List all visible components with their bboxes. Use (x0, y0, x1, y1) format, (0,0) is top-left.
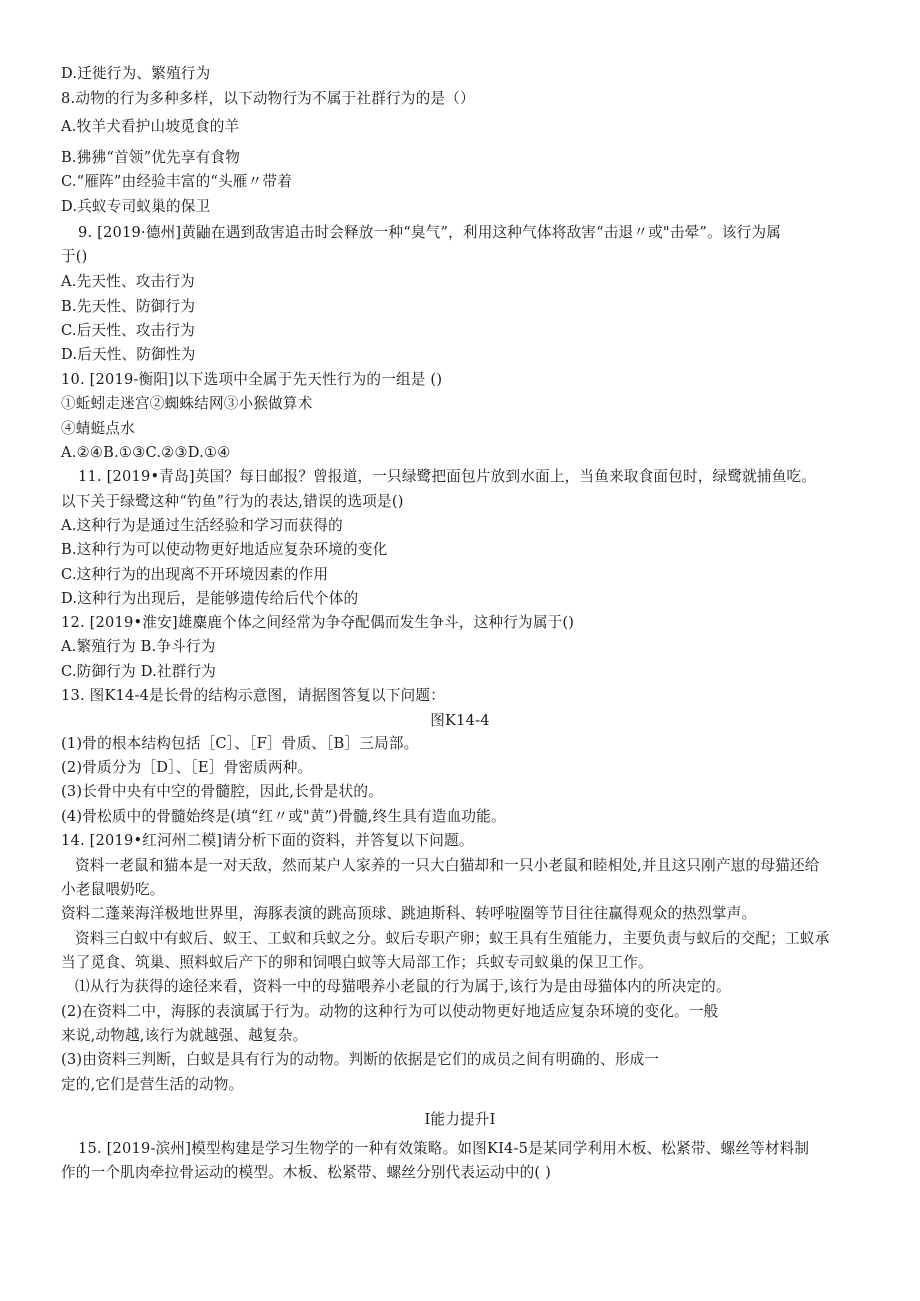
option-b: B.先天性、防御行为 (61, 298, 196, 315)
option-d: D.后天性、防御性为 (61, 346, 196, 363)
subquestion-1: ⑴从行为获得的途径来看，资料一中的母猫喂养小老鼠的行为属于,该行为是由母猫体内的所决定的。 (75, 978, 731, 995)
option-d: D.这种行为出现后，是能够遗传给后代个体的 (61, 590, 359, 607)
text-line: D.迁徙行为、繁殖行为 (61, 65, 211, 82)
option-c: C.“雁阵”由经验丰富的“头雁〃带着 (61, 173, 292, 190)
text-line: ①蚯蚓走迷宫②蜘蛛结网③小猴做算术 (61, 395, 313, 412)
text-line: 于() (61, 248, 88, 265)
text-line: 小老鼠喂奶吃。 (61, 881, 165, 898)
subquestion-3: (3)由资料三判断，白蚁是具有行为的动物。判断的依据是它们的成员之间有明确的、形成一 (61, 1051, 660, 1068)
subquestion-4: (4)骨松质中的骨髓始终是(填“红〃或"黄”)骨髓,终生具有造血功能。 (61, 808, 506, 825)
text-line: 以下关于绿鹭这种“钓鱼”行为的表达,错误的选项是() (61, 493, 404, 510)
question-14: 14. [2019•红河州二模]请分析下面的资料，并答复以下问题。 (61, 832, 474, 849)
subquestion-3: (3)长骨中央有中空的骨髓腔，因此,长骨是状的。 (61, 783, 383, 800)
text-line: ④蜻蜓点水 (61, 420, 135, 437)
material-2: 资料二蓬莱海洋极地世界里，海豚表演的跳高顶球、跳迪斯科、转呼啦圈等节目往往赢得观众的热烈掌声。 (61, 905, 757, 922)
option-a: A.先天性、攻击行为 (61, 273, 195, 290)
text-line: 作的一个肌肉牵拉骨运动的模型。木板、松紧带、螺丝分别代表运动中的( ) (61, 1164, 552, 1181)
subquestion-2: (2)在资料二中，海豚的表演属于行为。动物的这种行为可以使动物更好地适应复杂环境的变化。一般 (61, 1003, 719, 1020)
option-ab: A.繁殖行为 B.争斗行为 (61, 638, 216, 655)
option-a: A.牧羊犬看护山坡觅食的羊 (61, 118, 240, 135)
option-c: C.这种行为的出现离不开环境因素的作用 (61, 566, 329, 583)
text-line: 来说,动物越,该行为就越强、越复杂。 (61, 1027, 308, 1044)
question-13: 13. 图K14-4是长骨的结构示意图，请据图答复以下问题： (61, 687, 446, 704)
text-line: 定的,它们是营生活的动物。 (61, 1076, 244, 1093)
material-1: 资料一老鼠和猫本是一对天敌，然而某户人家养的一只大白猫却和一只小老鼠和睦相处,并且这只刚产崽的母猫还给 (75, 857, 820, 874)
section-heading: I能力提升I (424, 1111, 496, 1128)
option-d: D.兵蚁专司蚁巢的保卫 (61, 198, 211, 215)
figure-caption: 图K14-4 (430, 712, 490, 729)
answer-options: A.②④B.①③C.②③D.①④ (61, 444, 231, 461)
option-a: A.这种行为是通过生活经验和学习而获得的 (61, 517, 343, 534)
option-c: C.后天性、攻击行为 (61, 322, 196, 339)
text-line: 当了觅食、筑巢、照料蚁后产下的卵和饲喂白蚁等大局部工作；兵蚁专司蚁巢的保卫工作。 (61, 954, 653, 971)
subquestion-2: (2)骨质分为［D］、［E］骨密质两种。 (61, 759, 313, 776)
option-cd: C.防御行为 D.社群行为 (61, 663, 217, 680)
question-8: 8.动物的行为多种多样，以下动物行为不属于社群行为的是（） (61, 90, 475, 107)
question-9: 9. [2019·德州]黄鼬在遇到敌害追击时会释放一种“臭气”，利用这种气体将敌害“击退〃或"击晕”。该行为属 (78, 224, 782, 241)
option-b: B.狒狒“首领”优先享有食物 (61, 149, 241, 166)
material-3: 资料三白蚁中有蚁后、蚁王、工蚁和兵蚁之分。蚁后专职产卵；蚁王具有生殖能力，主要负责与蚁后的交配；工蚁承 (75, 930, 830, 947)
question-15: 15. [2019-滨州]模型构建是学习生物学的一种有效策略。如图KI4-5是某同学利用木板、松紧带、螺丝等材料制 (78, 1140, 810, 1157)
option-b: B.这种行为可以使动物更好地适应复杂环境的变化 (61, 541, 388, 558)
question-10: 10. [2019-衡阳]以下选项中全属于先天性行为的一组是 () (61, 371, 443, 388)
question-12: 12. [2019•淮安]雄麋鹿个体之间经常为争夺配偶而发生争斗，这种行为属于() (61, 614, 575, 631)
subquestion-1: (1)骨的根本结构包括［C］、［F］骨质、［B］三局部。 (61, 735, 419, 752)
question-11: 11. [2019•青岛]英国？每日邮报？曾报道，一只绿鹭把面包片放到水面上，当鱼来取食面包时，绿鹭就捕鱼吃。 (78, 468, 817, 485)
